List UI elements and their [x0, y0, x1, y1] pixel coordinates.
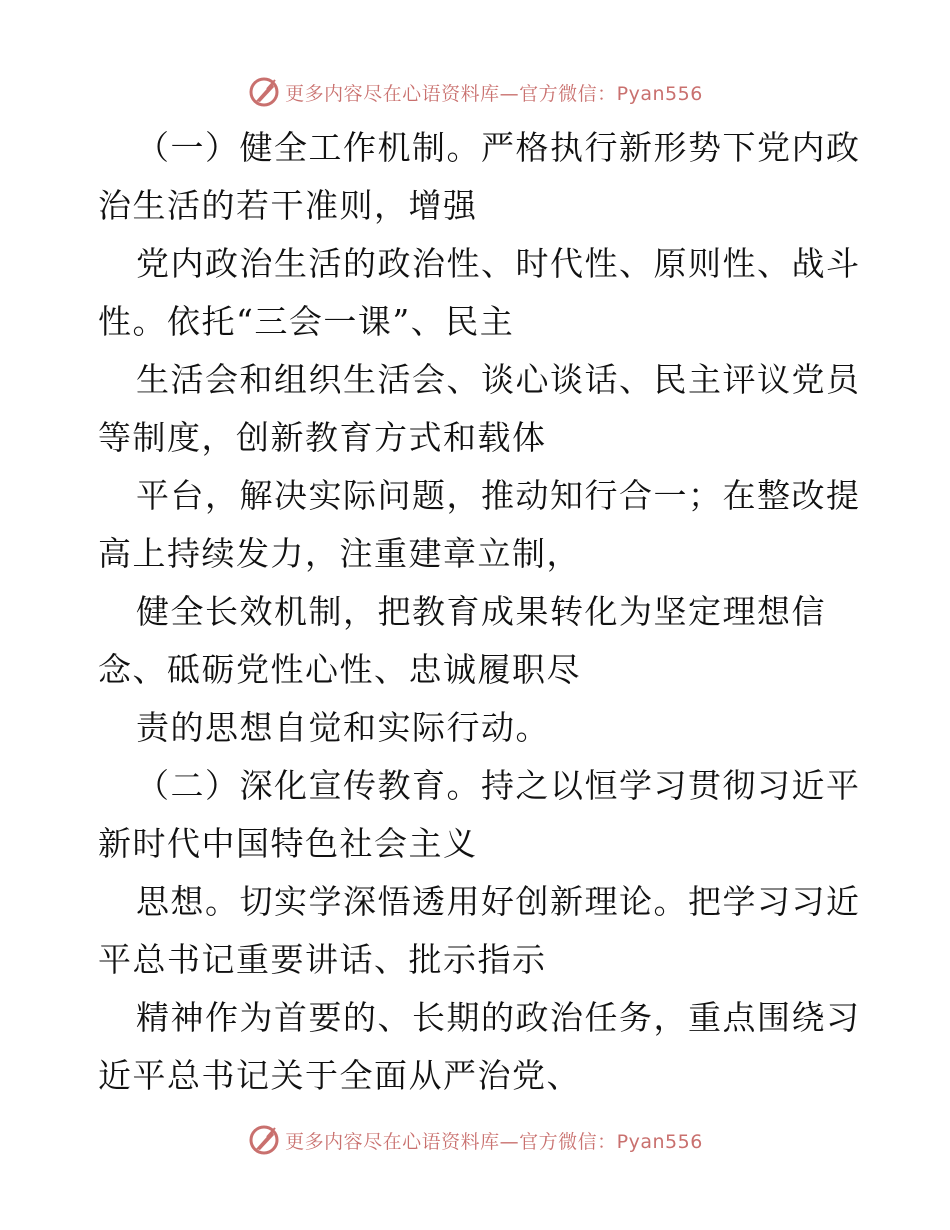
- quill-logo-icon: [247, 1123, 281, 1157]
- footer-banner: [0, 1120, 950, 1160]
- footer-banner-text: 更多内容尽在心语资料库—官方微信：Pyan556: [285, 1130, 703, 1153]
- body-line: 治生活的若干准则，增强: [98, 186, 478, 225]
- body-line: 新时代中国特色社会主义: [98, 824, 478, 863]
- body-line: 近平总书记关于全面从严治党、: [98, 1056, 581, 1095]
- body-line: （二）深化宣传教育。持之以恒学习贯彻习近平: [136, 766, 861, 805]
- body-line: 健全长效机制，把教育成果转化为坚定理想信: [136, 592, 826, 631]
- body-line: 平台，解决实际问题，推动知行合一；在整改提: [136, 476, 861, 515]
- body-line: 精神作为首要的、长期的政治任务，重点围绕习: [136, 998, 861, 1037]
- body-line: （一）健全工作机制。严格执行新形势下党内政: [136, 128, 861, 167]
- body-line: 党内政治生活的政治性、时代性、原则性、战斗: [136, 244, 861, 283]
- body-line: 平总书记重要讲话、批示指示: [98, 940, 547, 979]
- body-line: 性。依托“三会一课”、民主: [98, 302, 515, 341]
- header-banner: [0, 72, 950, 112]
- body-line: 念、砥砺党性心性、忠诚履职尽: [98, 650, 581, 689]
- body-line: 生活会和组织生活会、谈心谈话、民主评议党员: [136, 360, 861, 399]
- body-line: 责的思想自觉和实际行动。: [136, 708, 550, 747]
- quill-logo-icon: [247, 75, 281, 109]
- header-banner-text: 更多内容尽在心语资料库—官方微信：Pyan556: [285, 82, 703, 105]
- body-line: 高上持续发力，注重建章立制，: [98, 534, 581, 573]
- body-line: 等制度，创新教育方式和载体: [98, 418, 547, 457]
- body-line: 思想。切实学深悟透用好创新理论。把学习习近: [136, 882, 861, 921]
